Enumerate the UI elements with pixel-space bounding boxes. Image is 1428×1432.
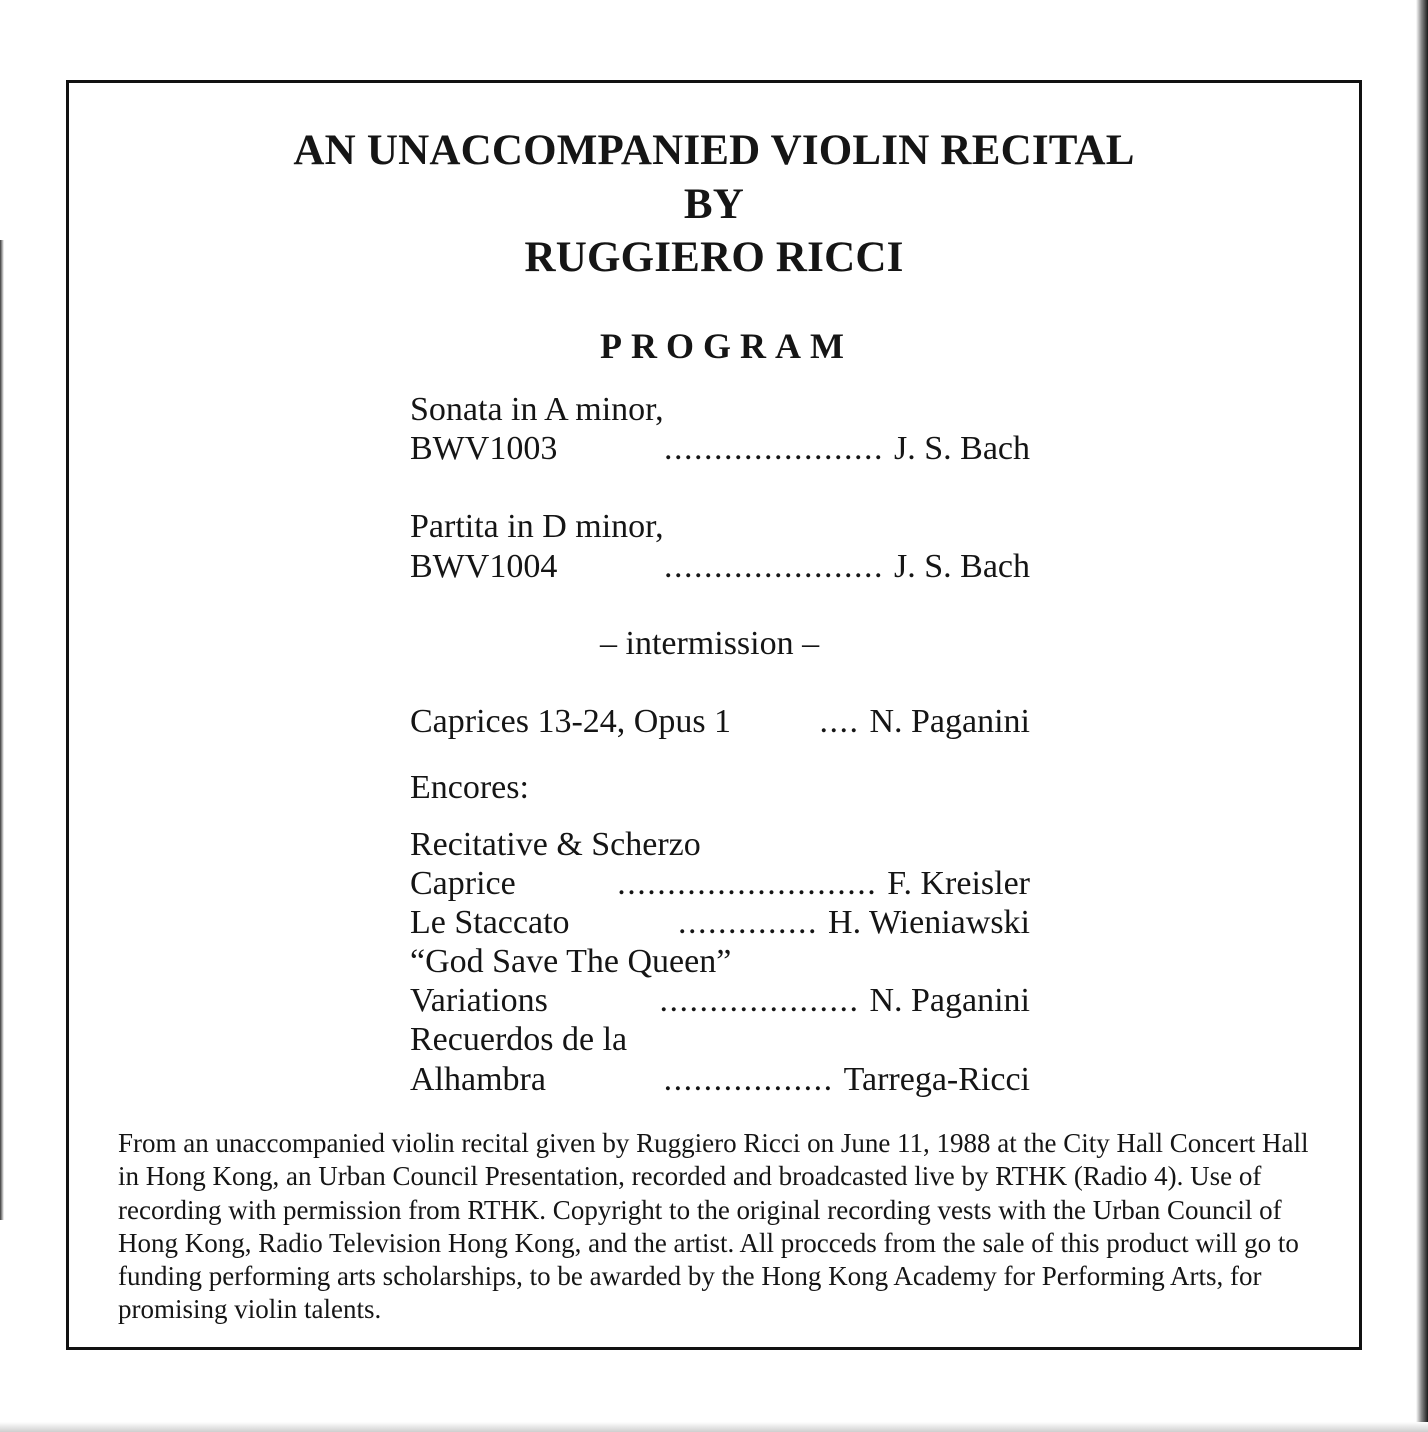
encore-recitative: Recitative & Scherzo <box>410 826 701 863</box>
scan-edge-left <box>0 240 4 1220</box>
program-item-2-row <box>410 547 1030 587</box>
encore-variations-row <box>410 981 1030 1021</box>
encores-heading: Encores: <box>410 769 529 806</box>
dot-leader: .... <box>819 703 860 740</box>
dot-leader: ...................... <box>664 548 884 585</box>
scan-edge-bottom <box>0 1422 1428 1432</box>
program-item-1-catalog: BWV1003 <box>410 430 558 467</box>
encore-caprice-row <box>410 864 1030 904</box>
encore-alhambra-composer: Tarrega-Ricci <box>843 1061 1030 1098</box>
program-item-2-catalog: BWV1004 <box>410 548 558 585</box>
scan-edge-right <box>1416 0 1428 1432</box>
encore-caprice-work: Caprice <box>410 865 516 902</box>
dot-leader: .............. <box>678 904 819 941</box>
encore-caprice-composer: F. Kreisler <box>887 865 1030 902</box>
program-item-1-title: Sonata in A minor, <box>410 391 664 428</box>
caprices-work: Caprices 13-24, Opus 1 <box>410 703 732 740</box>
program-item-2-title: Partita in D minor, <box>410 508 664 545</box>
dot-leader: ................. <box>663 1061 834 1098</box>
program-heading: PROGRAM <box>600 326 853 366</box>
encore-alhambra-work: Alhambra <box>410 1061 546 1098</box>
encore-recuerdos-line: Recuerdos de la <box>410 1021 628 1058</box>
dot-leader: ...................... <box>664 430 884 467</box>
caprices-row <box>410 702 1030 742</box>
program-item-1-row <box>410 429 1030 469</box>
dot-leader: .................... <box>659 982 860 1019</box>
encore-god-save-line: “God Save The Queen” <box>410 943 732 980</box>
program-item-2-composer: J. S. Bach <box>894 548 1030 585</box>
encore-staccato-work: Le Staccato <box>410 904 570 941</box>
dot-leader: .......................... <box>617 865 878 902</box>
encore-variations-work: Variations <box>410 982 548 1019</box>
encore-staccato-row <box>410 903 1030 943</box>
encore-variations-composer: N. Paganini <box>869 982 1030 1019</box>
recording-notes: From an unaccompanied violin recital given by Ruggiero Ricci on June 11, 1988 at the City Hall Concert Hall in Hong Kong, an Urban Council Presentation, recorded and broadcasted live by RTHK (Radio 4). Use of recording with permission from RTHK. Copyright to the original recording vests with the Urban Council of Hong Kong, Radio Television Hong Kong, and the artist. All procceds from the sale of this product will go to funding performing arts scholarships, to be awarded by the Hong Kong Academy for Performing Arts, for promising violin talents. <box>118 1128 1309 1325</box>
encore-alhambra-row <box>410 1060 1030 1100</box>
encore-staccato-composer: H. Wieniawski <box>828 904 1030 941</box>
intermission-label: – intermission – <box>600 625 820 662</box>
page-title-line-1: AN UNACCOMPANIED VIOLIN RECITAL <box>293 127 1135 174</box>
program-item-1-composer: J. S. Bach <box>894 430 1030 467</box>
caprices-composer: N. Paganini <box>869 703 1030 740</box>
page-title-line-3: RUGGIERO RICCI <box>524 234 904 281</box>
page-title-line-2: BY <box>683 181 745 228</box>
